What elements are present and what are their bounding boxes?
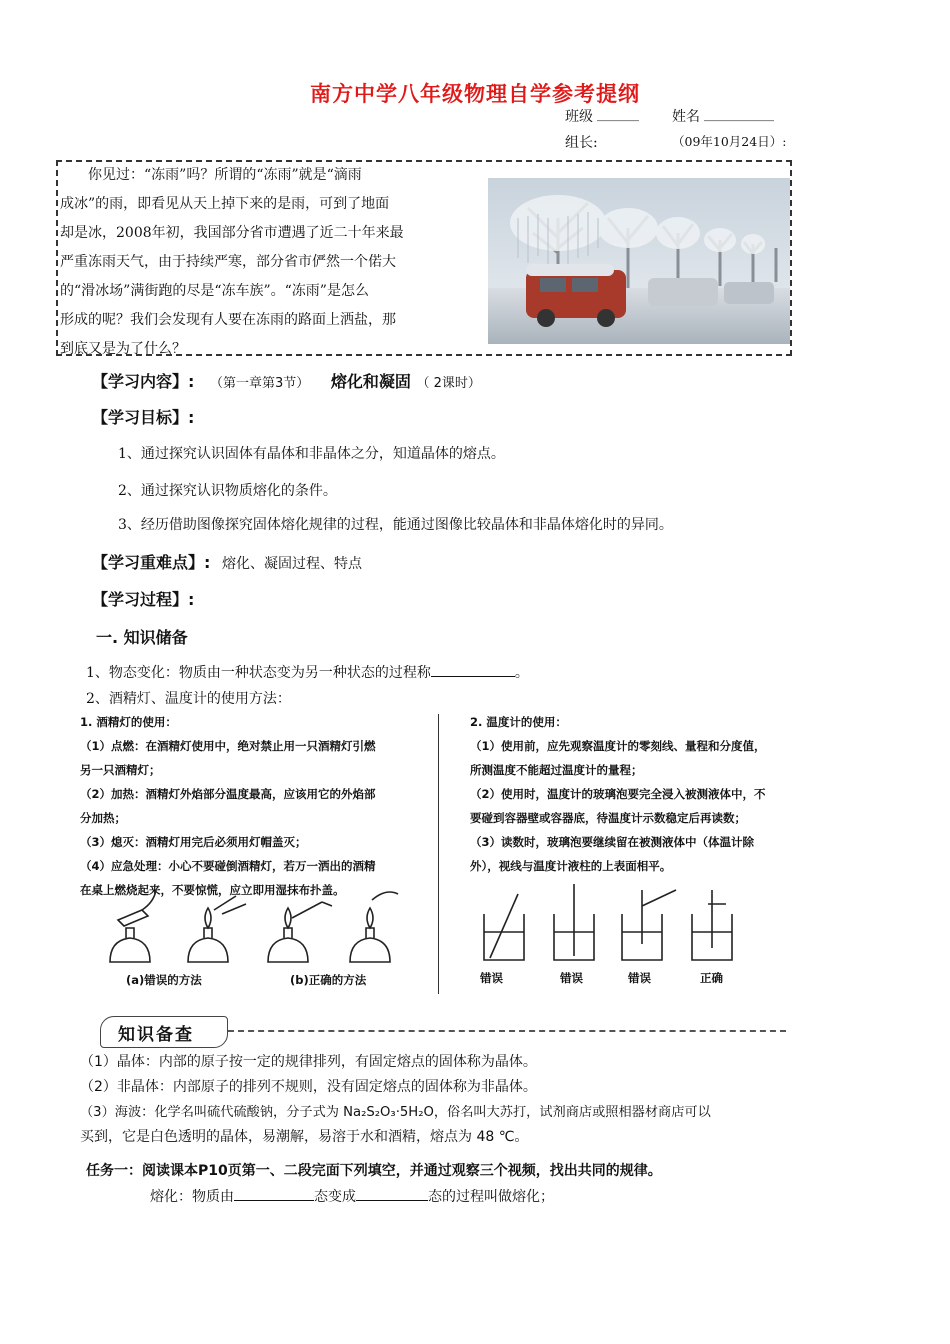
goal-item: 3、经历借助图像探究固体熔化规律的过程，能通过图像比较晶体和非晶体熔化时的异同。 — [118, 517, 673, 533]
task-one-fill — [150, 1186, 554, 1206]
keypoints-label: 【学习重难点】: — [92, 553, 211, 572]
answer-blank[interactable] — [234, 1186, 314, 1201]
keypoints-row — [92, 550, 362, 573]
lamp-line: （1）点燃：在酒精灯使用中，绝对禁止用一只酒精灯引燃 — [80, 739, 376, 753]
content-row — [92, 369, 481, 392]
lamp-line: 在桌上燃烧起来，不要惊慌，应立即用湿抹布扑盖。 — [80, 883, 345, 897]
thermo-line: （1）使用前，应先观察温度计的零刻线、量程和分度值， — [470, 739, 766, 753]
intro-line: 成冰”的雨，即看见从天上掉下来的是雨，可到了地面 — [60, 196, 390, 212]
thermo-panel — [470, 710, 800, 878]
thermo-line: 要碰到容器壁或容器底，待温度计示数稳定后再读数； — [470, 811, 746, 825]
intro-line: 的“滑冰场”满街跑的尽是“冻车族”。“冻雨”是怎么 — [60, 283, 369, 299]
knowledge-check-line: 买到，它是白色透明的晶体，易潮解，易溶于水和酒精，熔点为 48 ℃。 — [80, 1129, 529, 1145]
thermometer-illustration — [476, 884, 766, 968]
page-title: 南方中学八年级物理自学参考提纲 — [310, 82, 640, 106]
thermo-label: 错误 — [560, 971, 583, 985]
thermo-line: （2）使用时，温度计的玻璃泡要完全浸入被测液体中，不 — [470, 787, 766, 801]
knowledge-check-list — [80, 1050, 790, 1150]
lamp-line: （4）应急处理：小心不要碰倒酒精灯，若万一洒出的酒精 — [80, 859, 376, 873]
date-text: （09年10月24日）: — [672, 134, 787, 149]
thermo-line: 2. 温度计的使用： — [470, 715, 567, 729]
lamp-line: （3）熄灭：酒精灯用完后必须用灯帽盖灭； — [80, 835, 307, 849]
thermo-line: （3）读数时，玻璃泡要继续留在被测液体中（体温计除 — [470, 835, 754, 849]
panel-divider — [438, 714, 439, 994]
intro-line: 到底又是为了什么？ — [60, 341, 186, 357]
answer-blank[interactable] — [431, 662, 515, 677]
knowledge-check-line: （3）海波：化学名叫硫代硫酸钠，分子式为 Na₂S₂O₃·5H₂O，俗名叫大苏打，试剂商店或照相器材商店可以 — [80, 1105, 711, 1120]
intro-text — [60, 161, 472, 364]
class-label: 班级 — [565, 109, 593, 125]
caption-right: (b)正确的方法 — [290, 973, 367, 987]
knowledge-item-1-end: 。 — [514, 665, 529, 681]
fill-post: 态的过程叫做熔化； — [428, 1189, 554, 1205]
thermo-label: 错误 — [628, 971, 651, 985]
knowledge-check-line: （2）非晶体：内部原子的排列不规则，没有固定熔点的固体称为非晶体。 — [80, 1079, 537, 1095]
thermo-label: 正确 — [700, 971, 723, 985]
knowledge-item-1 — [86, 662, 529, 682]
knowledge-check-title: 知识备查 — [118, 1025, 194, 1045]
answer-blank[interactable] — [356, 1186, 428, 1201]
knowledge-item-1-text: 1、物态变化：物质由一种状态变为另一种状态的过程称 — [86, 665, 431, 681]
knowledge-heading: 一. 知识储备 — [96, 628, 188, 647]
goals-label: 【学习目标】: — [92, 408, 195, 427]
intro-line: 严重冻雨天气，由于持续严寒，部分省市俨然一个偌大 — [60, 254, 396, 270]
lamp-illustration — [96, 880, 426, 974]
name-blank: __________ — [704, 106, 774, 122]
lamp-line: 1. 酒精灯的使用： — [80, 715, 177, 729]
lamp-panel — [80, 710, 430, 902]
knowledge-check-rule — [228, 1030, 786, 1032]
intro-line: 你见过：“冻雨”吗？所谓的“冻雨”就是“滴雨 — [88, 167, 362, 183]
thermo-line: 外），视线与温度计液柱的上表面相平。 — [470, 859, 672, 873]
intro-line: 形成的呢？我们会发现有人要在冻雨的路面上洒盐，那 — [60, 312, 396, 328]
frozen-rain-photo — [488, 178, 790, 344]
thermo-line: 所测温度不能超过温度计的量程； — [470, 763, 643, 777]
task-one: 任务一：阅读课本P10页第一、二段完面下列填空，并通过观察三个视频，找出共同的规律。 — [86, 1163, 662, 1179]
class-blank: ______ — [597, 106, 639, 122]
lamp-line: 另一只酒精灯； — [80, 763, 161, 777]
leader-label: 组长: — [565, 135, 598, 151]
fill-pre: 熔化：物质由 — [150, 1189, 234, 1205]
intro-line: 却是冰，2008年初，我国部分省市遭遇了近二十年来最 — [60, 225, 404, 241]
knowledge-item-2: 2、酒精灯、温度计的使用方法： — [86, 691, 291, 707]
lamp-line: 分加热； — [80, 811, 126, 825]
content-hours: （ 2课时） — [416, 376, 481, 391]
content-topic: 熔化和凝固 — [330, 372, 411, 391]
name-label: 姓名 — [672, 109, 700, 125]
content-label: 【学习内容】: — [92, 372, 195, 391]
knowledge-check-line: （1）晶体：内部的原子按一定的规律排列，有固定熔点的固体称为晶体。 — [80, 1054, 537, 1070]
lamp-line: （2）加热：酒精灯外焰部分温度最高，应该用它的外焰部 — [80, 787, 376, 801]
thermo-label: 错误 — [480, 971, 503, 985]
keypoints-text: 熔化、凝固过程、特点 — [221, 556, 362, 572]
caption-wrong: (a)错误的方法 — [126, 973, 202, 987]
process-label: 【学习过程】: — [92, 590, 195, 609]
content-chapter: （第一章第3节） — [209, 376, 310, 391]
goal-item: 2、通过探究认识物质熔化的条件。 — [118, 483, 337, 499]
goal-item: 1、通过探究认识固体有晶体和非晶体之分，知道晶体的熔点。 — [118, 446, 505, 462]
fill-mid: 态变成 — [314, 1189, 356, 1205]
